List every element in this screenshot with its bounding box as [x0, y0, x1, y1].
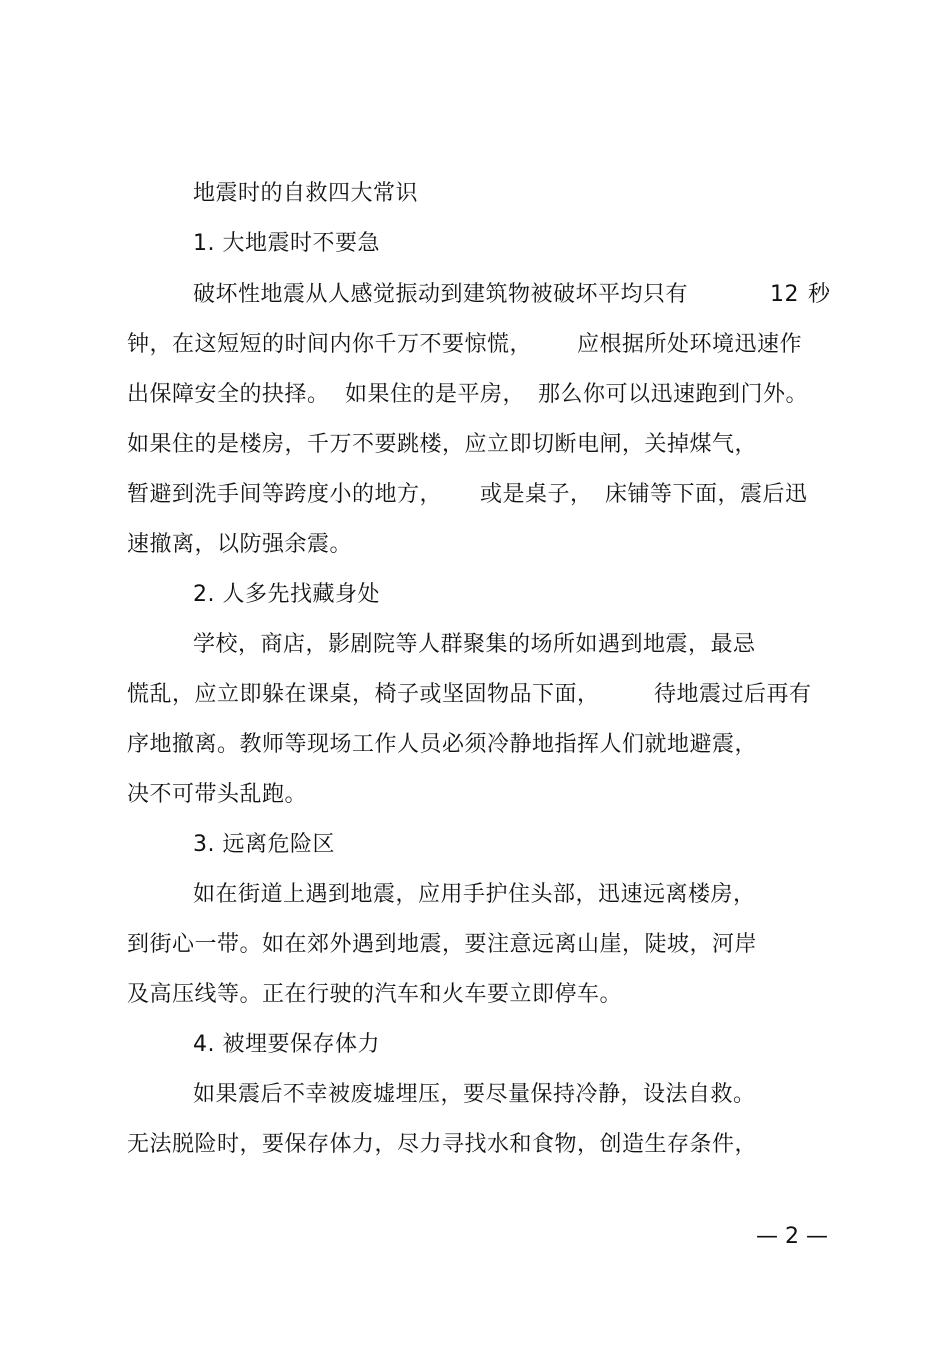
paragraph-line: 慌乱，应立即躲在课桌，椅子或坚固物品下面， [127, 682, 600, 707]
paragraph-line: 或是桌子， [480, 482, 593, 507]
page-number: — 2 — [756, 1224, 828, 1249]
paragraph-line: 暂避到洗手间等跨度小的地方， [127, 482, 443, 507]
paragraph-line: 序地撤离。教师等现场工作人员必须冷静地指挥人们就地避震， [127, 732, 758, 757]
paragraph-line: 应根据所处环境迅速作 [577, 332, 803, 357]
section-heading-1: 1. 大地震时不要急 [193, 231, 380, 256]
paragraph-line: 钟，在这短短的时间内你千万不要惊慌， [127, 332, 533, 357]
section-heading-2: 2. 人多先找藏身处 [193, 582, 380, 607]
paragraph-line: 如果住的是楼房，千万不要跳楼，应立即切断电闸，关掉煤气， [127, 432, 758, 457]
paragraph-line: 床铺等下面，震后迅 [605, 482, 808, 507]
paragraph-line: 那么你可以迅速跑到门外。 [538, 382, 809, 407]
section-heading-4: 4. 被埋要保存体力 [193, 1032, 380, 1057]
paragraph-line: 破坏性地震从人感觉振动到建筑物被破坏平均只有 [193, 282, 689, 307]
paragraph-line: 秒 [808, 282, 831, 307]
paragraph-line: 及高压线等。正在行驶的汽车和火车要立即停车。 [127, 982, 623, 1007]
paragraph-line: 出保障安全的抉择。 [127, 382, 330, 407]
document-title: 地震时的自救四大常识 [193, 181, 419, 206]
section-heading-3: 3. 远离危险区 [193, 832, 335, 857]
paragraph-line: 学校，商店，影剧院等人群聚集的场所如遇到地震，最忌 [193, 632, 756, 657]
paragraph-line: 如果住的是平房， [345, 382, 526, 407]
paragraph-line: 如在街道上遇到地震，应用手护住头部，迅速远离楼房， [193, 882, 756, 907]
paragraph-line: 12 [770, 282, 799, 307]
paragraph-line: 无法脱险时，要保存体力，尽力寻找水和食物，创造生存条件， [127, 1132, 758, 1157]
paragraph-line: 决不可带头乱跑。 [127, 782, 308, 807]
paragraph-line: 速撤离，以防强余震。 [127, 532, 353, 557]
paragraph-line: 到街心一带。如在郊外遇到地震，要注意远离山崖，陡坡，河岸 [127, 932, 758, 957]
paragraph-line: 待地震过后再有 [654, 682, 812, 707]
paragraph-line: 如果震后不幸被废墟埋压，要尽量保持冷静，设法自救。 [193, 1082, 756, 1107]
